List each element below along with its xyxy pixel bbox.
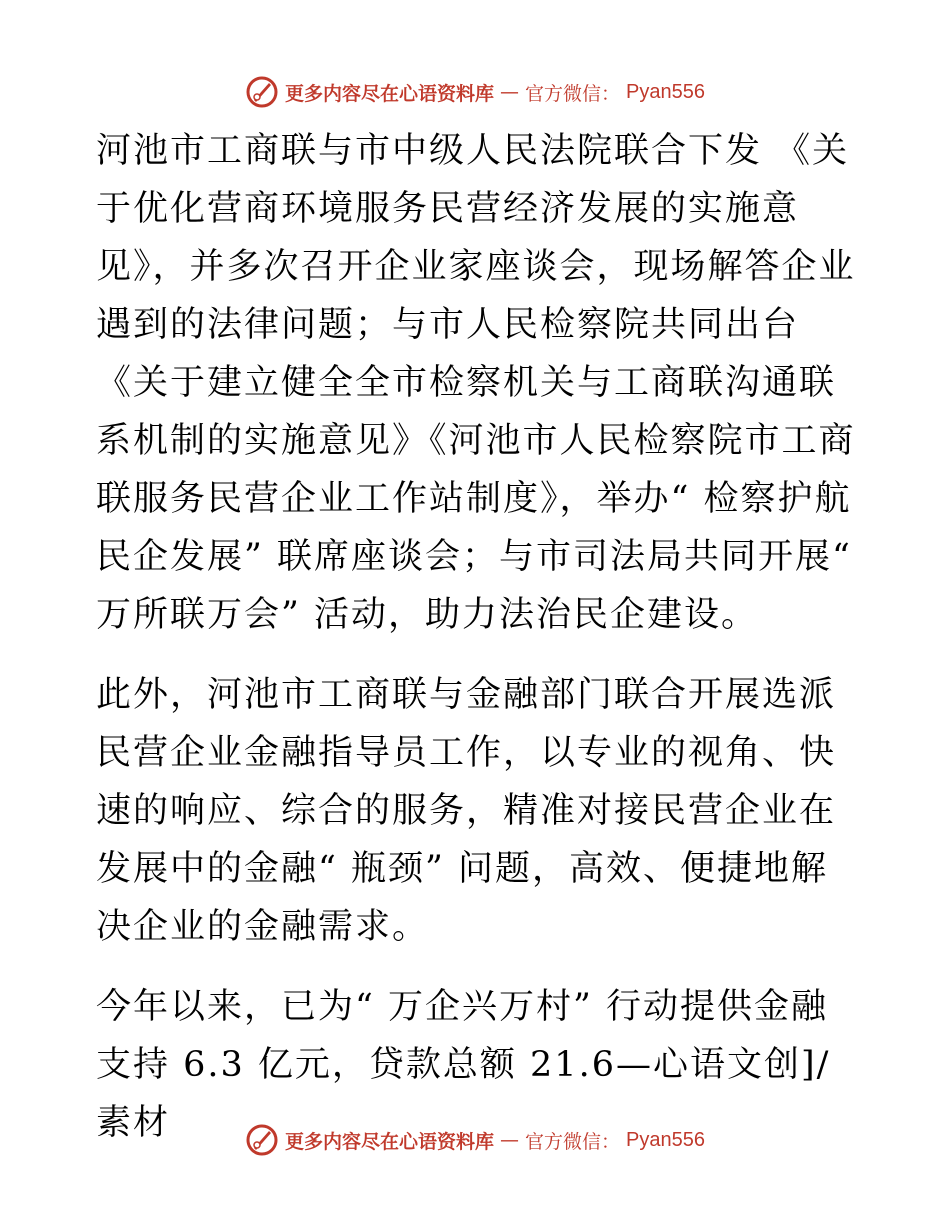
watermark-dash: — [500, 1129, 520, 1151]
watermark-brand-text: 更多内容尽在心语资料库 [285, 1130, 495, 1153]
watermark-wechat-id: Pyan556 [626, 80, 705, 103]
footer-watermark [0, 1118, 950, 1162]
paragraph-2: 此外，河池市工商联与金融部门联合开展选派民营企业金融指导员工作，以专业的视角、快速的响应、综合的服务，精准对接民营企业在发展中的金融“ 瓶颈” 问题，高效、便捷地解决企业的金融需求。 [96, 675, 837, 947]
watermark-brand-text: 更多内容尽在心语资料库 [285, 82, 495, 105]
header-watermark [0, 70, 950, 114]
paragraph-1: 河池市工商联与市中级人民法院联合下发 《关于优化营商环境服务民营经济发展的实施意见》，并多次召开企业家座谈会，现场解答企业遇到的法律问题；与市人民检察院共同出台《关于建立健全全市检察机关与工商联沟通联系机制的实施意见》《河池市人民检察院市工商联服务民营企业工作站制度》，举办“ 检察护航民企发展” 联席座谈会；与市司法局共同开展“ 万所联万会” 活动，助力法治民企建设。 [96, 131, 856, 635]
quill-logo-icon [245, 1123, 279, 1157]
watermark-wechat-label: 官方微信： [525, 1130, 621, 1153]
watermark-wechat-id: Pyan556 [626, 1128, 705, 1151]
watermark-dash: — [500, 81, 520, 103]
document-body [96, 122, 856, 1174]
watermark-wechat-label: 官方微信： [525, 82, 621, 105]
quill-logo-icon [245, 75, 279, 109]
paragraph-3: 今年以来，已为“ 万企兴万村” 行动提供金融支持 6.3 亿元，贷款总额 21.6—心语文创]/素材 [96, 987, 831, 1143]
